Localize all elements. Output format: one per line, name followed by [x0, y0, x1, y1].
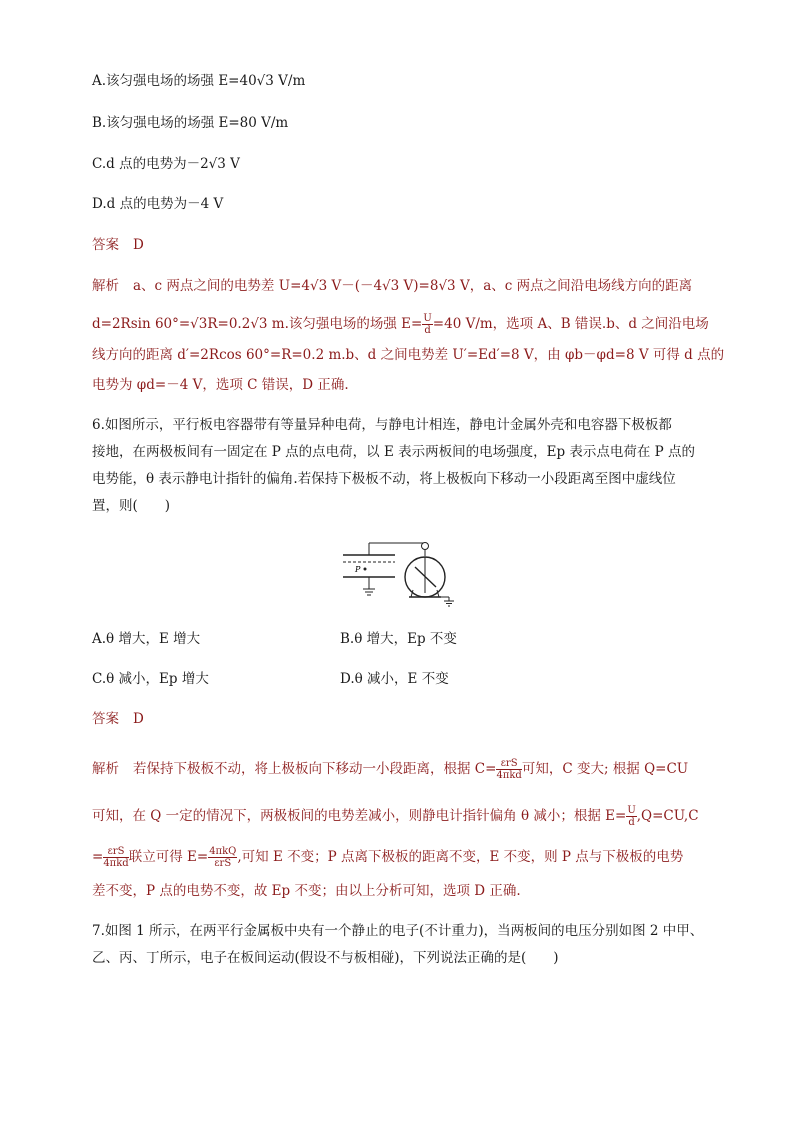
q5-analysis-line2 — [92, 313, 709, 336]
q6-option-d: D.θ 减小，E 不变 — [340, 671, 449, 687]
q5-option-c: C.d 点的电势为－2√3 V — [92, 156, 240, 172]
q5-fraction-u-over-d: $\frac{U}{d}$ — [423, 313, 432, 336]
q5-analysis-label: 解析 — [92, 278, 119, 294]
q5-analysis-text2a: d=2Rsin 60°=√3R=0.2√3 m.该匀强电场的场强 E= — [92, 316, 423, 332]
q6-analysis-line3: = $\frac{\text{εrS}}{\text{4πkd}}$ 联立可得 E= $\frac{\text{4πkQ}}{\text{εrS}}$ ,可知 E 不变；P 点离下极板的距离不变，E 不变，则 P 点与下极板的电势 — [92, 846, 684, 869]
q6-option-a: A.θ 增大，E 增大 — [92, 631, 201, 647]
q6-analysis-line1 — [92, 758, 688, 781]
q5-analysis-line4: 电势为 φd=－4 V，选项 C 错误，D 正确. — [92, 377, 349, 393]
q6-analysis-text1b: 可知，C 变大; 根据 Q=CU — [521, 761, 689, 777]
q6-stem-line2: 接地，在两极板间有一固定在 P 点的点电荷，以 E 表示两板间的电场强度，Ep 表示点电荷在 P 点的 — [92, 444, 696, 460]
q5-analysis-text2b: =40 V/m，选项 A、B 错误.b、d 之间沿电场 — [432, 316, 709, 332]
q6-analysis-line4: 差不变，P 点的电势不变，故 Ep 不变；由以上分析可知，选项 D 正确. — [92, 883, 521, 899]
q6-option-b: B.θ 增大，Ep 不变 — [340, 631, 457, 647]
q6-stem-line1: 6.如图所示，平行板电容器带有等量异种电荷，与静电计相连，静电计金属外壳和电容器下极板都 — [92, 417, 672, 433]
q5-option-d: D.d 点的电势为－4 V — [92, 196, 224, 212]
q5-option-b: B.该匀强电场的场强 E=80 V/m — [92, 115, 289, 131]
q6-analysis-text2a: 可知，在 Q 一定的情况下，两极板间的电势差减小，则静电计指针偏角 θ 减小；根据 E= — [92, 808, 627, 824]
q7-stem-line1: 7.如图 1 所示，在两平行金属板中央有一个静止的电子(不计重力)，当两板间的电压分别如图 2 中甲、 — [92, 923, 704, 939]
capacitor-electroscope-figure — [335, 537, 465, 607]
q6-stem-line3: 电势能，θ 表示静电计指针的偏角.若保持下极板不动，将上极板向下移动一小段距离至图中虚线位 — [92, 471, 676, 487]
q6-answer-value: D — [133, 711, 144, 727]
q5-answer-value: D — [133, 237, 144, 253]
q6-analysis-label: 解析 — [92, 761, 119, 777]
q6-analysis-text2b: ,Q=CU,C — [636, 808, 699, 824]
q7-stem-line2: 乙、丙、丁所示，电子在板间运动(假设不与板相碰)，下列说法正确的是( ) — [92, 950, 559, 966]
q6-option-c: C.θ 减小，Ep 增大 — [92, 671, 209, 687]
q5-analysis-text1: a、c 两点之间的电势差 U=4√3 V－(－4√3 V)=8√3 V，a、c 两点之间沿电场线方向的距离 — [133, 278, 693, 294]
q5-analysis-line1 — [92, 277, 692, 295]
q6-answer-label: 答案 — [92, 711, 119, 727]
q6-analysis-text3b: ,可知 E 不变；P 点离下极板的距离不变，E 不变，则 P 点与下极板的电势 — [237, 849, 684, 865]
q5-option-a: A.该匀强电场的场强 E=40√3 V/m — [92, 73, 306, 89]
q6-fraction-u-over-d: $\frac{U}{d}$ — [627, 805, 636, 828]
q5-answer — [92, 236, 144, 254]
q6-fraction-capacitance: $\frac{\text{εrS}}{\text{4πkd}}$ — [496, 758, 522, 781]
q6-analysis-text1a: 若保持下极板不动，将上极板向下移动一小段距离，根据 C= — [133, 761, 497, 777]
point-p-label: P — [355, 565, 361, 574]
q6-fraction-capacitance-2: $\frac{\text{εrS}}{\text{4πkd}}$ — [103, 846, 129, 869]
q6-stem-line4: 置，则( ) — [92, 498, 171, 514]
q6-analysis-text3a: 联立可得 E= — [128, 849, 209, 865]
q5-analysis-line3: 线方向的距离 d′=2Rcos 60°=R=0.2 m.b、d 之间电势差 U′=Ed′=8 V，由 φb－φd=8 V 可得 d 点的 — [92, 347, 725, 363]
q6-fraction-field: $\frac{\text{4πkQ}}{\text{εrS}}$ — [209, 846, 237, 869]
q6-answer — [92, 710, 144, 728]
q6-analysis-line2 — [92, 805, 699, 828]
q5-answer-label: 答案 — [92, 237, 119, 253]
